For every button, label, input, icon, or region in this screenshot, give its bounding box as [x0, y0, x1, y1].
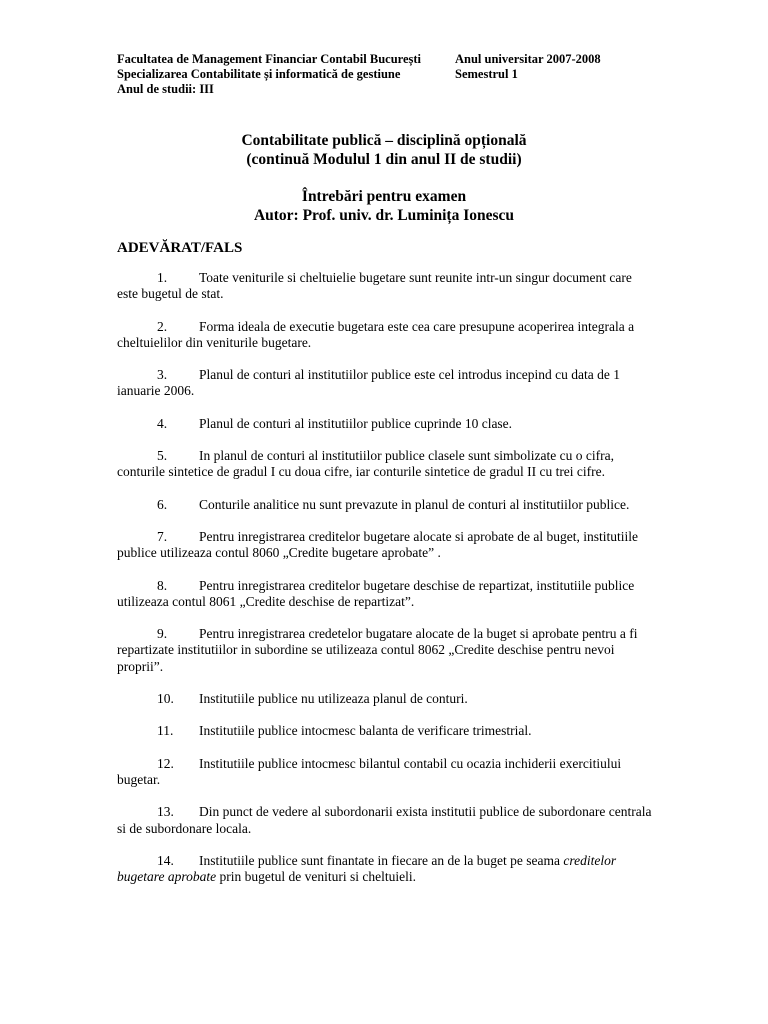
question-list — [117, 270, 653, 901]
question-item — [117, 853, 653, 886]
question-text: Pentru inregistrarea creditelor bugetare deschise de repartizat, institutiile publice utilizeaza contul 8061 „Credite deschise de repartizat”. — [117, 577, 635, 609]
question-item — [117, 448, 653, 481]
academic-year: Anul universitar 2007-2008 — [455, 52, 601, 66]
question-item — [117, 270, 653, 303]
question-number: 14. — [157, 852, 174, 868]
question-text: Institutiile publice intocmesc balanta de verificare trimestrial. — [199, 723, 532, 739]
course-title-line1: Contabilitate publică – disciplină opțională — [241, 132, 527, 149]
study-year: Anul de studii: III — [117, 82, 214, 97]
question-number: 2. — [157, 318, 168, 334]
question-text: Institutiile publice nu utilizeaza planul de conturi. — [199, 691, 468, 707]
question-item — [117, 626, 653, 675]
question-text: Planul de conturi al institutiilor publice cuprinde 10 clase. — [199, 415, 513, 431]
course-title-line2: (continuă Modulul 1 din anul II de studii) — [246, 151, 522, 168]
question-number: 7. — [157, 528, 168, 544]
course-title — [0, 131, 768, 169]
question-text: Pentru inregistrarea credetelor bugatare alocate de la buget si aprobate pentru a fi repartizate institutiilor in subordine se utilizeaza contul 8062 „Credite deschise pentru nevoi proprii”. — [117, 626, 638, 674]
semester: Semestrul 1 — [455, 67, 518, 82]
question-item — [117, 723, 653, 739]
question-number: 10. — [157, 691, 174, 707]
section-title: ADEVĂRAT/FALS — [117, 240, 243, 256]
question-number: 1. — [157, 270, 168, 285]
question-text: Toate veniturile si cheltuielie bugetare sunt reunite intr-un singur document care este bugetul de stat. — [117, 270, 632, 302]
question-text-part: prin bugetul de venituri si cheltuieli. — [216, 869, 416, 885]
question-item — [117, 578, 653, 611]
question-text: Institutiile publice intocmesc bilantul contabil cu ocazia inchiderii exercitiului bugetar. — [117, 755, 622, 787]
question-item — [117, 756, 653, 789]
question-number: 11. — [157, 723, 174, 739]
question-item — [117, 804, 653, 837]
specialization: Specializarea Contabilitate și informatică de gestiune — [117, 67, 401, 82]
question-text-italic: creditelor bugetare aprobate — [117, 852, 617, 885]
question-number: 6. — [157, 496, 168, 512]
question-number: 4. — [157, 415, 168, 431]
question-number: 13. — [157, 804, 174, 820]
question-text: Forma ideala de executie bugetara este cea care presupune acoperirea integrala a cheltuielilor din veniturile bugetare. — [117, 318, 635, 350]
document-header — [117, 52, 601, 98]
question-item — [117, 367, 653, 400]
question-text: Planul de conturi al institutiilor publice este cel introdus incepind cu data de 1 ianuarie 2006. — [117, 367, 621, 399]
question-item — [117, 416, 653, 432]
author-line: Autor: Prof. univ. dr. Luminița Ionescu — [253, 207, 515, 224]
question-number: 12. — [157, 755, 174, 771]
question-text: Pentru inregistrarea creditelor bugetare alocate si aprobate de al buget, institutiile publice utilizeaza contul 8060 „Credite bugetare aprobate” . — [117, 528, 638, 561]
question-text: Din punct de vedere al subordonarii exista institutii publice de subordonare centrala si de subordonare locala. — [117, 804, 652, 836]
question-number: 3. — [157, 367, 168, 383]
faculty-name: Facultatea de Management Financiar Contabil București — [117, 52, 422, 66]
question-item — [117, 319, 653, 352]
question-text-part: Institutiile publice sunt finantate in fiecare an de la buget pe seama — [199, 852, 564, 868]
question-text: Conturile analitice nu sunt prevazute in planul de conturi al institutiilor publice. — [199, 496, 630, 512]
question-item — [117, 691, 653, 707]
question-number: 9. — [157, 626, 168, 642]
question-item — [117, 529, 653, 562]
question-number: 8. — [157, 577, 168, 593]
exam-title — [0, 187, 768, 225]
question-item — [117, 497, 653, 513]
question-number: 5. — [157, 448, 168, 464]
question-text: In planul de conturi al institutiilor publice clasele sunt simbolizate cu o cifra, conturile sintetice de gradul I cu doua cifre, iar conturile sintetice de gradul II cu trei cifre. — [117, 448, 615, 480]
exam-subtitle: Întrebări pentru examen — [301, 188, 467, 205]
